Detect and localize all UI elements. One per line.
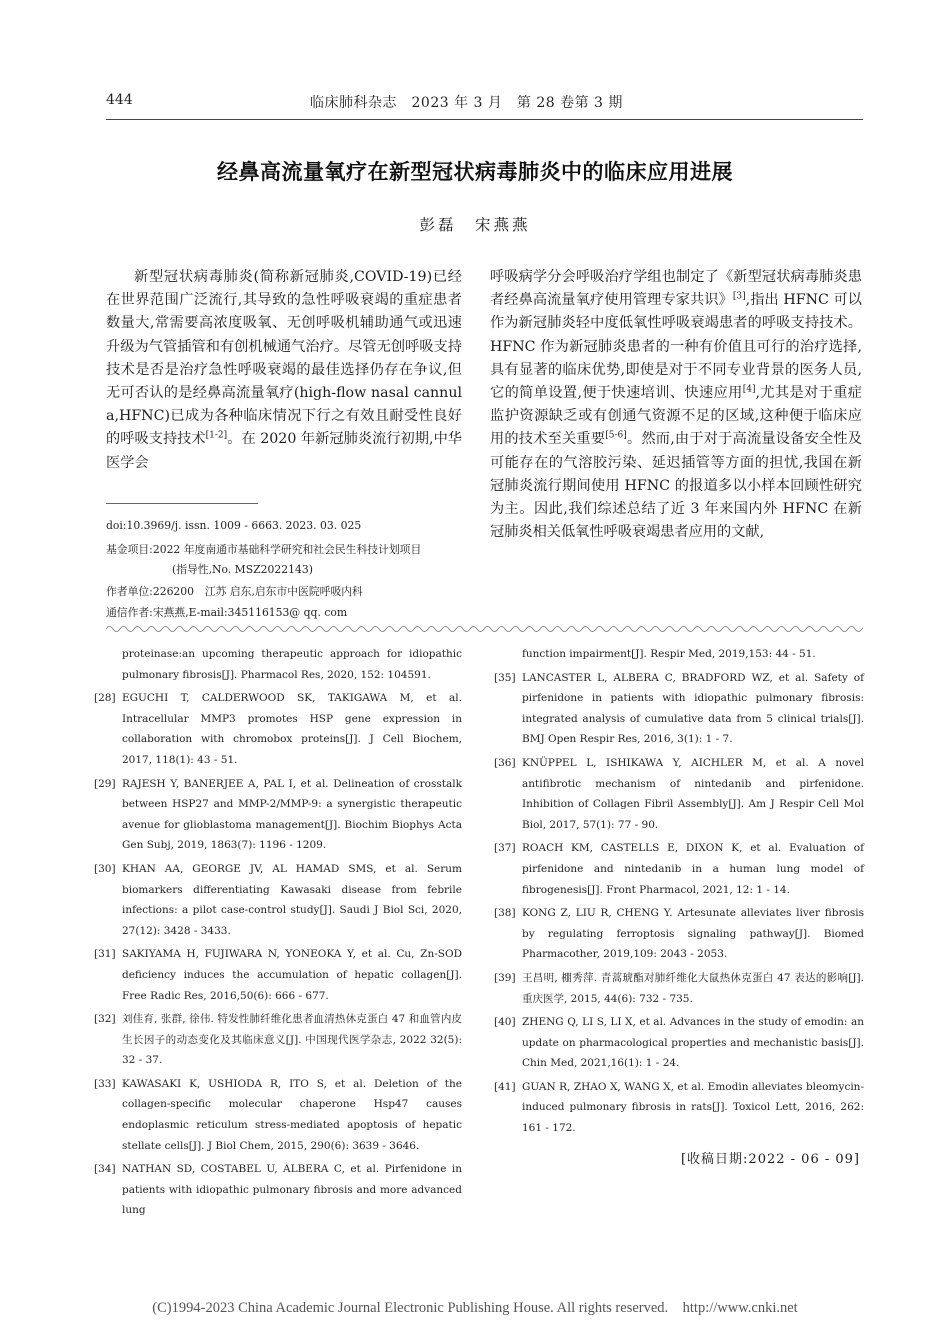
footnote-doi: doi:10.3969/j. issn. 1009 - 6663. 2023. 03. 025 — [106, 519, 362, 532]
reference-number: [32] — [94, 1013, 116, 1026]
footnote-rule — [106, 503, 258, 504]
body-text: 呼吸病学分会呼吸治疗学组也制定了《新型冠状病毒肺炎患者经鼻高流量氧疗使用管理专家共识》 — [490, 269, 862, 309]
body-left-column — [106, 266, 462, 475]
received-date: [收稿日期:2022 - 06 - 09] — [680, 1152, 860, 1167]
reference-text: ROACH KM, CASTELLS E, DIXON K, et al. Evaluation of pirfenidone and nintedanib in a human lung model of fibrogenesis[J]. Front Pharmacol, 2021, 12: 1 - 14. — [522, 842, 864, 896]
reference-text: KAWASAKI K, USHIODA R, ITO S, et al. Deletion of the collagen-specific molecular chaperone Hsp47 causes endoplasmic reticulum stress-mediated apoptosis of hepatic stellate cells[J]. J Biol Chem, 2015, 290(6): 3639 - 3646. — [122, 1077, 462, 1152]
reference-number: [38] — [494, 907, 516, 920]
reference-item — [494, 968, 864, 1009]
reference-number: [28] — [94, 692, 116, 705]
footnote-correspondence: 通信作者:宋燕燕,E-mail:345116153@ qq. com — [106, 606, 348, 619]
reference-item — [94, 944, 462, 1006]
reference-item — [494, 903, 864, 965]
body-text: 新型冠状病毒肺炎(简称新冠肺炎,COVID-19)已经在世界范围广泛流行,其导致的急性呼吸衰竭的重症患者数量大,常需要高浓度吸氧、无创呼吸机辅助通气或迅速升级为气管插管和有创机械通气治疗。尽管无创呼吸支持技术是否是治疗急性呼吸衰竭的最佳选择仍存在争议,但无可否认的是经鼻高流量氧疗(high-flow nasal cannula,HFNC)已成为各种临床情况下行之有效且耐受性良好的呼吸支持技术 — [106, 269, 462, 448]
reference-number: [41] — [494, 1080, 516, 1093]
footnote-funding: 基金项目:2022 年度南通市基础科学研究和社会民生科技计划项目 — [106, 543, 422, 556]
reference-item — [494, 1012, 864, 1074]
journal-header: 临床肺科杂志 2023 年 3 月 第 28 卷第 3 期 — [310, 95, 623, 111]
citation: [1-2] — [205, 430, 228, 441]
reference-text: RAJESH Y, BANERJEE A, PAL I, et al. Delineation of crosstalk between HSP27 and MMP-2/MMP-9: a synergistic therapeutic avenue for glioblastoma management[J]. Biochim Biophys Acta Gen Subj, 2019, 1863(7): 1196 - 1209. — [122, 777, 462, 852]
copyright-notice: (C)1994-2023 China Academic Journal Electronic Publishing House. All rights reserved. http://www.cnki.net — [152, 1300, 798, 1316]
citation: [4] — [742, 384, 756, 395]
reference-text: LANCASTER L, ALBERA C, BRADFORD WZ, et al. Safety of pirfenidone in patients with idiopathic pulmonary fibrosis: integrated analysis of cumulative data from 5 clinical trials[J]. BMJ Open Respir Res, 2016, 3(1): 1 - 7. — [522, 671, 864, 746]
reference-number: [33] — [94, 1077, 116, 1090]
body-right-column — [490, 266, 862, 544]
reference-item — [94, 1009, 462, 1071]
citation: [3] — [732, 291, 746, 302]
reference-item — [94, 859, 462, 941]
reference-item — [94, 774, 462, 856]
header-rule — [106, 119, 863, 120]
reference-number: [30] — [94, 862, 116, 875]
reference-item — [494, 668, 864, 750]
reference-item — [494, 1077, 864, 1139]
reference-number: [37] — [494, 842, 516, 855]
reference-number: [36] — [494, 756, 516, 769]
reference-text: KONG Z, LIU R, CHENG Y. Artesunate alleviates liver fibrosis by regulating ferroptosis signaling pathway[J]. Biomed Pharmacother, 2019,109: 2043 - 2053. — [522, 907, 864, 961]
reference-item — [94, 688, 462, 770]
body-text: ,指出 HFNC 可以作为新冠肺炎轻中度低氧性呼吸衰竭患者的呼吸支持技术。HFNC 作为新冠肺炎患者的一种有价值且可行的治疗选择,具有显著的临床优势,即使是对于不同专业背景的医务人员,它的简单设置,便于快速培训、快速应用 — [490, 292, 862, 402]
reference-text: EGUCHI T, CALDERWOOD SK, TAKIGAWA M, et al. Intracellular MMP3 promotes HSP gene expression in collaboration with chromobox proteins[J]. J Cell Biochem, 2017, 118(1): 43 - 51. — [122, 692, 462, 766]
citation: [5-6] — [605, 430, 627, 441]
article-authors: 彭磊 宋燕燕 — [419, 216, 531, 234]
reference-number: [34] — [94, 1163, 116, 1176]
reference-text: KNÜPPEL L, ISHIKAWA Y, AICHLER M, et al. A novel antifibrotic mechanism of nintedanib and pirfenidone. Inhibition of Collagen Fibril Assembly[J]. Am J Respir Cell Mol Biol, 2017, 57(1): 77 - 90. — [522, 756, 864, 831]
body-text: 。在 2020 年新冠肺炎流行初期,中华医学会 — [106, 431, 462, 471]
body-text: 。然而,由于对于高流量设备安全性及可能存在的气溶胶污染、延迟插管等方面的担忧,我国在新冠肺炎流行期间使用 HFNC 的报道多以小样本回顾性研究为主。因此,我们综述总结了近 3 年来国内外 HFNC 在新冠肺炎相关低氧性呼吸衰竭患者应用的文献, — [490, 431, 862, 541]
reference-number: [31] — [94, 948, 116, 961]
reference-continuation: function impairment[J]. Respir Med, 2019,153: 44 - 51. — [522, 648, 816, 660]
footnote-funding-cont: (指导性,No. MSZ2022143) — [172, 563, 313, 576]
reference-continuation: proteinase:an upcoming therapeutic approach for idiopathic pulmonary fibrosis[J]. Pharmacol Res, 2020, 152: 104591. — [122, 648, 462, 681]
reference-text: ZHENG Q, LI S, LI X, et al. Advances in the study of emodin: an update on pharmacological properties and mechanistic basis[J]. Chin Med, 2021,16(1): 1 - 24. — [522, 1016, 864, 1070]
references-right — [494, 644, 864, 1142]
reference-item — [94, 1074, 462, 1156]
reference-text: KHAN AA, GEORGE JV, AL HAMAD SMS, et al. Serum biomarkers differentiating Kawasaki disease from febrile infections: a pilot case-control study[J]. Saudi J Biol Sci, 2020, 27(12): 3428 - 3433. — [122, 862, 462, 937]
reference-number: [39] — [494, 971, 516, 984]
reference-number: [40] — [494, 1016, 516, 1029]
reference-item — [494, 753, 864, 835]
reference-text: NATHAN SD, COSTABEL U, ALBERA C, et al. Pirfenidone in patients with idiopathic pulmonary fibrosis and more advanced lung — [122, 1163, 462, 1217]
references-left — [94, 644, 462, 1224]
page-number: 444 — [106, 92, 133, 108]
footnote-affiliation: 作者单位:226200 江苏 启东,启东市中医院呼吸内科 — [106, 585, 363, 598]
reference-text: SAKIYAMA H, FUJIWARA N, YONEOKA Y, et al. Cu, Zn-SOD deficiency induces the accumulation of hepatic collagen[J]. Free Radic Res, 2016,50(6): 666 - 677. — [122, 948, 462, 1002]
reference-text: 王昌明, 棚秀萍. 青蒿琥酯对肺纤维化大鼠热休克蛋白 47 表达的影响[J]. 重庆医学, 2015, 44(6): 732 - 735. — [522, 971, 864, 1005]
reference-number: [35] — [494, 671, 516, 684]
reference-item — [94, 1159, 462, 1221]
reference-item — [494, 838, 864, 900]
body-text: ,尤其是对于重症监护资源缺乏或有创通气资源不足的区域,这种便于临床应用的技术至关重要 — [490, 385, 862, 448]
wavy-separator — [106, 624, 863, 634]
reference-text: GUAN R, ZHAO X, WANG X, et al. Emodin alleviates bleomycin-induced pulmonary fibrosis in rats[J]. Toxicol Lett, 2016, 262: 161 - 172. — [522, 1080, 864, 1135]
reference-text: 刘佳育, 张群, 徐伟. 特发性肺纤维化患者血清热休克蛋白 47 和血管内皮生长因子的动态变化及其临床意义[J]. 中国现代医学杂志, 2022 32(5): 32 - 37. — [122, 1013, 462, 1067]
article-title: 经鼻高流量氧疗在新型冠状病毒肺炎中的临床应用进展 — [217, 160, 733, 184]
reference-number: [29] — [94, 777, 116, 790]
